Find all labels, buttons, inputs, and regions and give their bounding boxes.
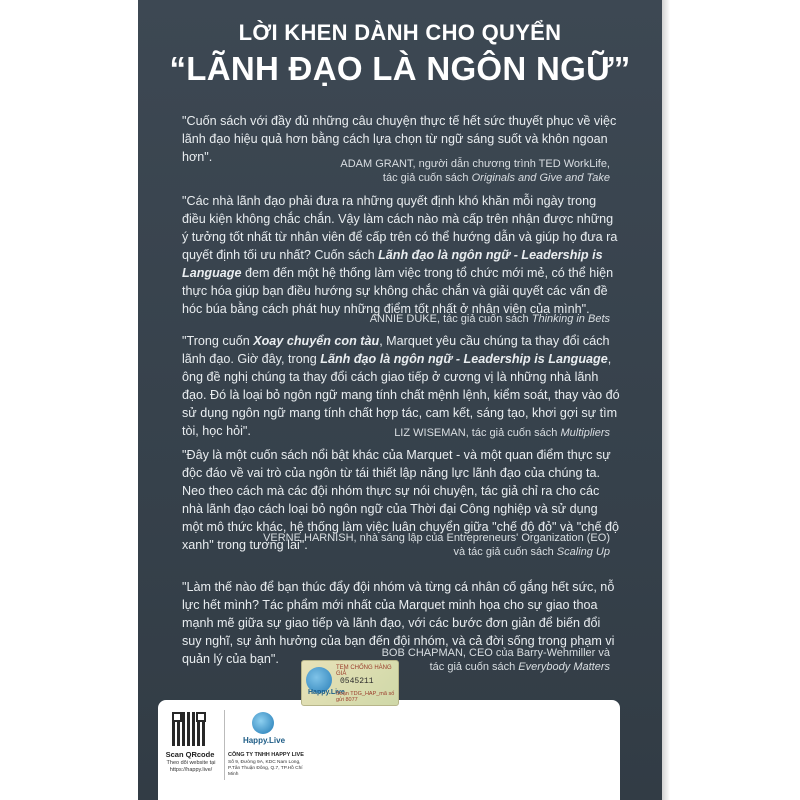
review-author-line: ADAM GRANT, người dẫn chương trình TED WorkLife, [340, 158, 610, 170]
sticker-title: TEM CHỐNG HÀNG GIẢ [336, 665, 392, 677]
review-author [170, 157, 610, 185]
quote-text: đem đến một hệ thống làm việc trong tổ chức mới mẻ, có thể hiện thực hóa giúp bạn điều hướng sự không chắc chắn và giải quyết các vấn đề hóc búa bằng cách phát huy những điểm tốt nhất ở nhân viên của mình". [182, 266, 614, 316]
book-title: Originals and Give and Take [471, 172, 610, 184]
review-author [170, 426, 610, 440]
publisher-address: Số 9, Đường 9A, KDC Nam Long, P.Tân Thuận Đông, Q.7, TP.Hồ Chí Minh [228, 760, 303, 777]
review-author-line: VERNE HARNISH, nhà sáng lập của Entrepreneurs' Organization (EO) [263, 532, 610, 544]
author-text: LIZ WISEMAN, tác giả cuốn sách [394, 427, 561, 439]
author-text: tác giả cuốn sách [429, 661, 519, 673]
author-text: và tác giả cuốn sách [453, 546, 557, 558]
review-quote: "Đây là một cuốn sách nổi bật khác của Marquet - và một quan điểm thực sự độc đáo về vai trò của ngôn từ tái thiết lập năng lực lãnh đạo của chúng ta. Neo theo cách mà các đội nhóm thực sự nói chuyện, tác giả chỉ ra cho các nhà lãnh đạo cách loại bỏ ngôn ngữ của Thời đại Công nghiệp và sử dụng một mô thức khác, hệ thống làm việc luân chuyển giữa "chế độ đỏ" và "chế độ xanh" trong tương lai". [182, 448, 620, 552]
quote-text: "Các nhà lãnh đạo phải đưa ra những quyết định khó khăn mỗi ngày trong điều kiện không chắc chắn. Vậy làm cách nào mà cấp trên nhận được những ý tưởng tốt nhất từ nhân viên để cấp trên có thể hướng dẫn và giúp họ đưa ra quyết định tối ưu nhất? Cuốn sách [182, 194, 618, 262]
book-title: Xoay chuyển con tàu [253, 334, 380, 348]
qr-label: Scan QRcode [165, 750, 215, 759]
book-title: Lãnh đạo là ngôn ngữ - Leadership is Language [320, 352, 608, 366]
review-quote [182, 192, 622, 318]
review-author [170, 312, 610, 326]
cover-edge-shadow [662, 0, 670, 800]
qr-subtext: Theo dõi website tại https://happy.live/ [166, 760, 216, 773]
book-title: Everybody Matters [518, 661, 610, 673]
review-author-line: BOB CHAPMAN, CEO của Barry-Wehmiller và [381, 647, 610, 659]
quote-text: , Marquet yêu cầu chúng ta thay đổi cách lãnh đạo. Giờ đây, trong [182, 334, 610, 366]
anti-counterfeit-sticker [301, 660, 399, 706]
book-title-heading: “LÃNH ĐẠO LÀ NGÔN NGỮ” [169, 50, 631, 87]
author-text: ANNIE DUKE, tác giả cuốn sách [369, 313, 532, 325]
author-text: tác giả cuốn sách [382, 172, 472, 184]
review-quote: "Làm thế nào để bạn thúc đẩy đội nhóm và từng cá nhân cố gắng hết sức, nỗ lực hết mình? Tác phẩm mới nhất của Marquet minh họa cho sự giao thoa mạnh mẽ giữa sự giao tiếp và lãnh đạo, với các bước đơn giản để biến đổi suy nghĩ, sự ảnh hưởng của bạn đến đội nhóm, và cả đời sống trong phạm vi quản lý của bạn". [182, 580, 615, 666]
book-title: Thinking in Bets [531, 313, 610, 325]
book-title: Scaling Up [556, 546, 610, 558]
publisher-label-area [158, 700, 620, 800]
book-back-cover [138, 0, 662, 800]
publisher-logo-icon [252, 712, 274, 734]
review-author-line [170, 171, 610, 185]
qr-code-icon [172, 712, 206, 746]
book-title: Multipliers [560, 427, 610, 439]
quote-text: "Trong cuốn [182, 334, 254, 348]
sticker-code: 0545211 [340, 677, 374, 686]
review-quote: "Cuốn sách với đầy đủ những câu chuyện thực tế hết sức thuyết phục về việc lãnh đạo hiệu quả hơn bằng cách lựa chọn từ ngữ sáng suốt và khôn ngoan hơn". [182, 114, 617, 164]
praise-heading: LỜI KHEN DÀNH CHO QUYỂN [238, 20, 562, 45]
review-author-line [170, 545, 610, 559]
review-author [170, 531, 610, 559]
sticker-brand: Happy.Live [308, 689, 345, 696]
quote-text: , ông đề nghị chúng ta thay đổi cách giao tiếp ở cương vị là những nhà lãnh đạo. Đó là loại bỏ ngôn ngữ mang tính chất mệnh lệnh, kiểm soát, thay vào đó sử dụng ngôn ngữ mang tính chất hợp tác, cam kết, sáng tạo, khơi gợi sự tìm tòi, học hỏi". [182, 352, 620, 438]
publisher-brand: Happy.Live [242, 736, 286, 745]
book-title: Lãnh đạo là ngôn ngữ - Leadership is Language [182, 248, 603, 280]
sticker-footer: Soạn TDG_HAP_mã số gửi 8077 [336, 691, 395, 703]
publisher-company: CÔNG TY TNHH HAPPY LIVE [228, 752, 304, 758]
divider [224, 710, 225, 780]
review-quote [182, 332, 622, 440]
